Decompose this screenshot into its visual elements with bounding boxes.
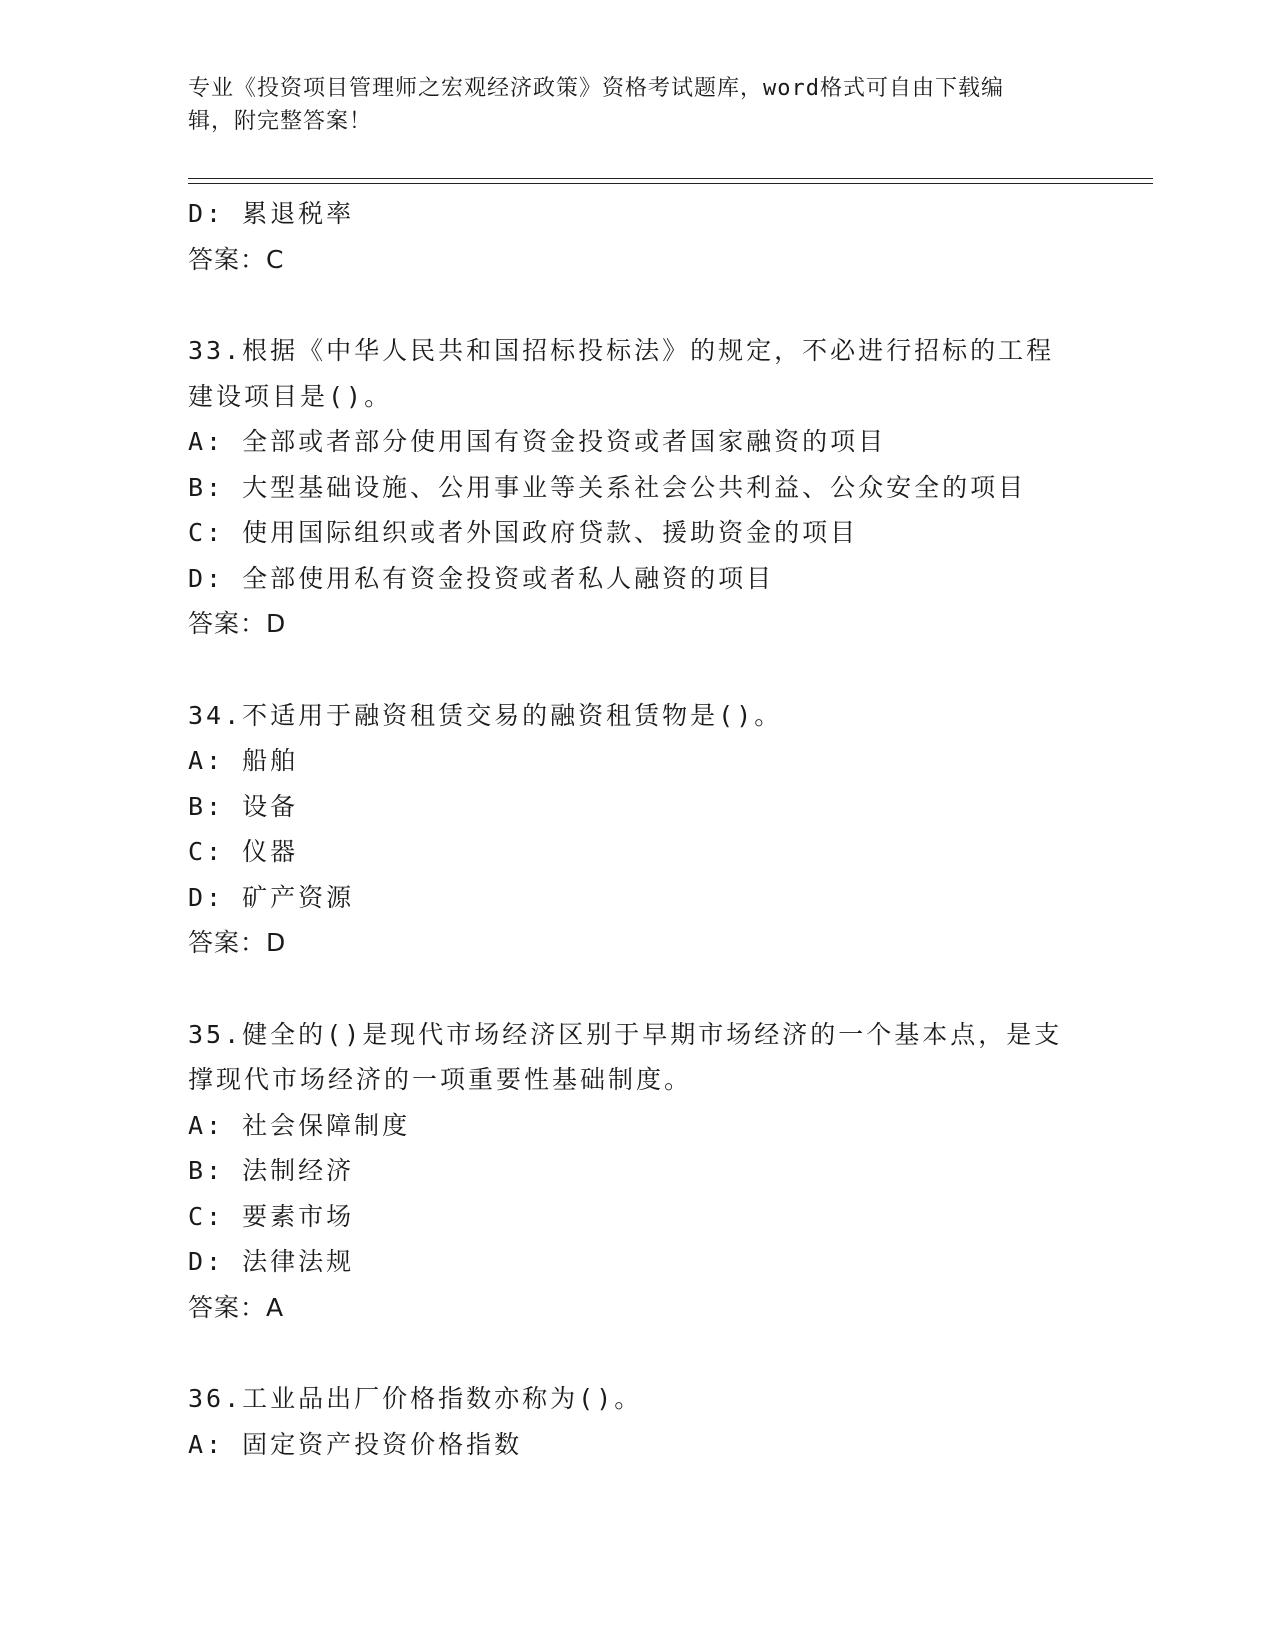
header-rule-bottom — [188, 183, 1153, 184]
option-c: C: 仪器 — [188, 837, 299, 866]
answer-line: 答案：C — [188, 244, 285, 274]
question-33 — [188, 328, 1088, 647]
question-stem-continued: 撑现代市场经济的一项重要性基础制度。 — [188, 1065, 693, 1094]
question-stem-continued: 建设项目是()。 — [188, 381, 393, 411]
question-34 — [188, 693, 1088, 966]
option-d: D: 矿产资源 — [188, 882, 355, 912]
document-header — [188, 72, 1088, 138]
header-line-2: 辑，附完整答案！ — [188, 109, 373, 134]
option-a: A: 全部或者部分使用国有资金投资或者国家融资的项目 — [188, 427, 887, 456]
question-stem: 35.健全的()是现代市场经济区别于早期市场经济的一个基本点，是支 — [188, 1019, 1063, 1049]
header-rule-top — [188, 178, 1153, 179]
option-b: B: 法制经济 — [188, 1156, 355, 1185]
question-stem: 33.根据《中华人民共和国招标投标法》的规定，不必进行招标的工程 — [188, 336, 1055, 365]
option-d: D: 法律法规 — [188, 1247, 355, 1276]
option-d: D: 累退税率 — [188, 199, 355, 228]
option-a: A: 固定资产投资价格指数 — [188, 1429, 523, 1459]
answer-line: 答案：D — [188, 609, 287, 638]
header-line-1: 专业《投资项目管理师之宏观经济政策》资格考试题库，word格式可自由下载编 — [188, 76, 1004, 101]
answer-line: 答案：D — [188, 928, 287, 957]
option-b: B: 大型基础设施、公用事业等关系社会公共利益、公众安全的项目 — [188, 472, 1027, 502]
option-d: D: 全部使用私有资金投资或者私人融资的项目 — [188, 563, 775, 593]
question-stem: 36.工业品出厂价格指数亦称为()。 — [188, 1384, 643, 1413]
option-b: B: 设备 — [188, 791, 299, 821]
question-35 — [188, 1012, 1088, 1331]
option-a: A: 社会保障制度 — [188, 1110, 411, 1140]
option-c: C: 要素市场 — [188, 1201, 355, 1231]
option-c: C: 使用国际组织或者外国政府贷款、援助资金的项目 — [188, 518, 859, 547]
question-36 — [188, 1376, 1088, 1467]
option-a: A: 船舶 — [188, 746, 299, 775]
question-stem: 34.不适用于融资租赁交易的融资租赁物是()。 — [188, 700, 783, 730]
question-content — [188, 191, 1088, 1467]
answer-line: 答案：A — [188, 1292, 285, 1322]
previous-question-tail — [188, 191, 1088, 282]
